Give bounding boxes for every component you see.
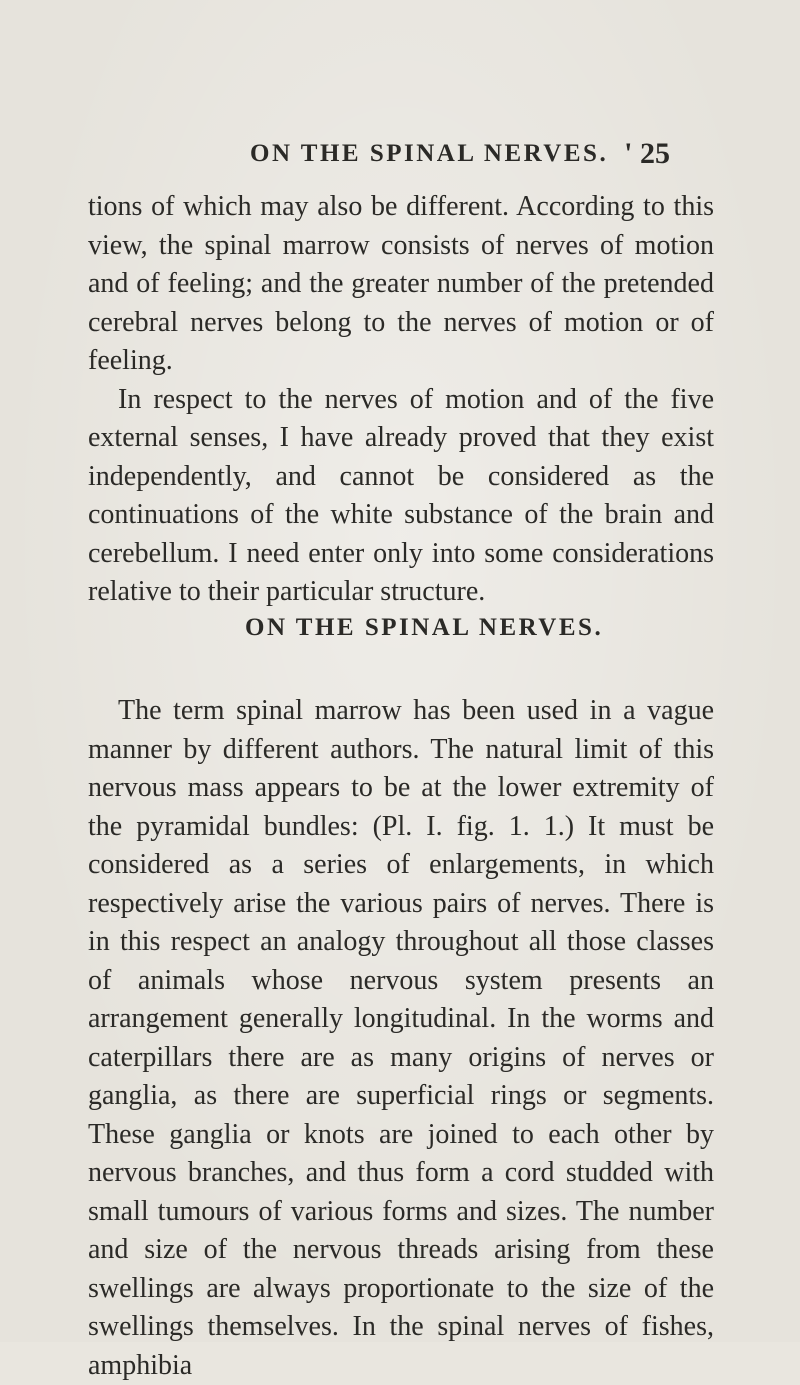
text-block-bottom [88, 692, 714, 1385]
running-title: ON THE SPINAL NERVES. [250, 140, 609, 167]
text-block-top [88, 188, 714, 612]
running-head [250, 137, 670, 180]
paragraph-senses: In respect to the nerves of motion and of the five external senses, I have already proved that they exist independently, and cannot be considered as the continuations of the white substance of the brain and cerebellum. I need enter only into some considerations relative to their particular structure. [88, 383, 714, 607]
paragraph-continuation: tions of which may also be different. According to this view, the spinal marrow consists of nerves of motion and of feeling; and the greater number of the pretended cerebral nerves belong to the nerves of motion or of feeling. [88, 191, 714, 376]
section-heading: ON THE SPINAL NERVES. [245, 614, 604, 641]
paragraph-spinal-marrow: The term spinal marrow has been used in a vague manner by different authors. The natural limit of this nervous mass appears to be at the lower extremity of the pyramidal bundles: (Pl. I. fig. 1. 1.) It must be considered as a series of enlargements, in which respectively arise the various pairs of nerves. There is in this respect an analogy throughout all those classes of animals whose nervous system presents an arrangement generally longitudinal. In the worms and caterpillars there are as many origins of nerves or ganglia, as there are superficial rings or segments. These ganglia or knots are joined to each other by nervous branches, and thus form a cord studded with small tumours of various forms and sizes. The number and size of the nervous threads arising from these swellings are always proportionate to the size of the swellings themselves. In the spinal nerves of fishes, amphibia [88, 695, 714, 1381]
page-number: ' 25 [624, 137, 670, 170]
